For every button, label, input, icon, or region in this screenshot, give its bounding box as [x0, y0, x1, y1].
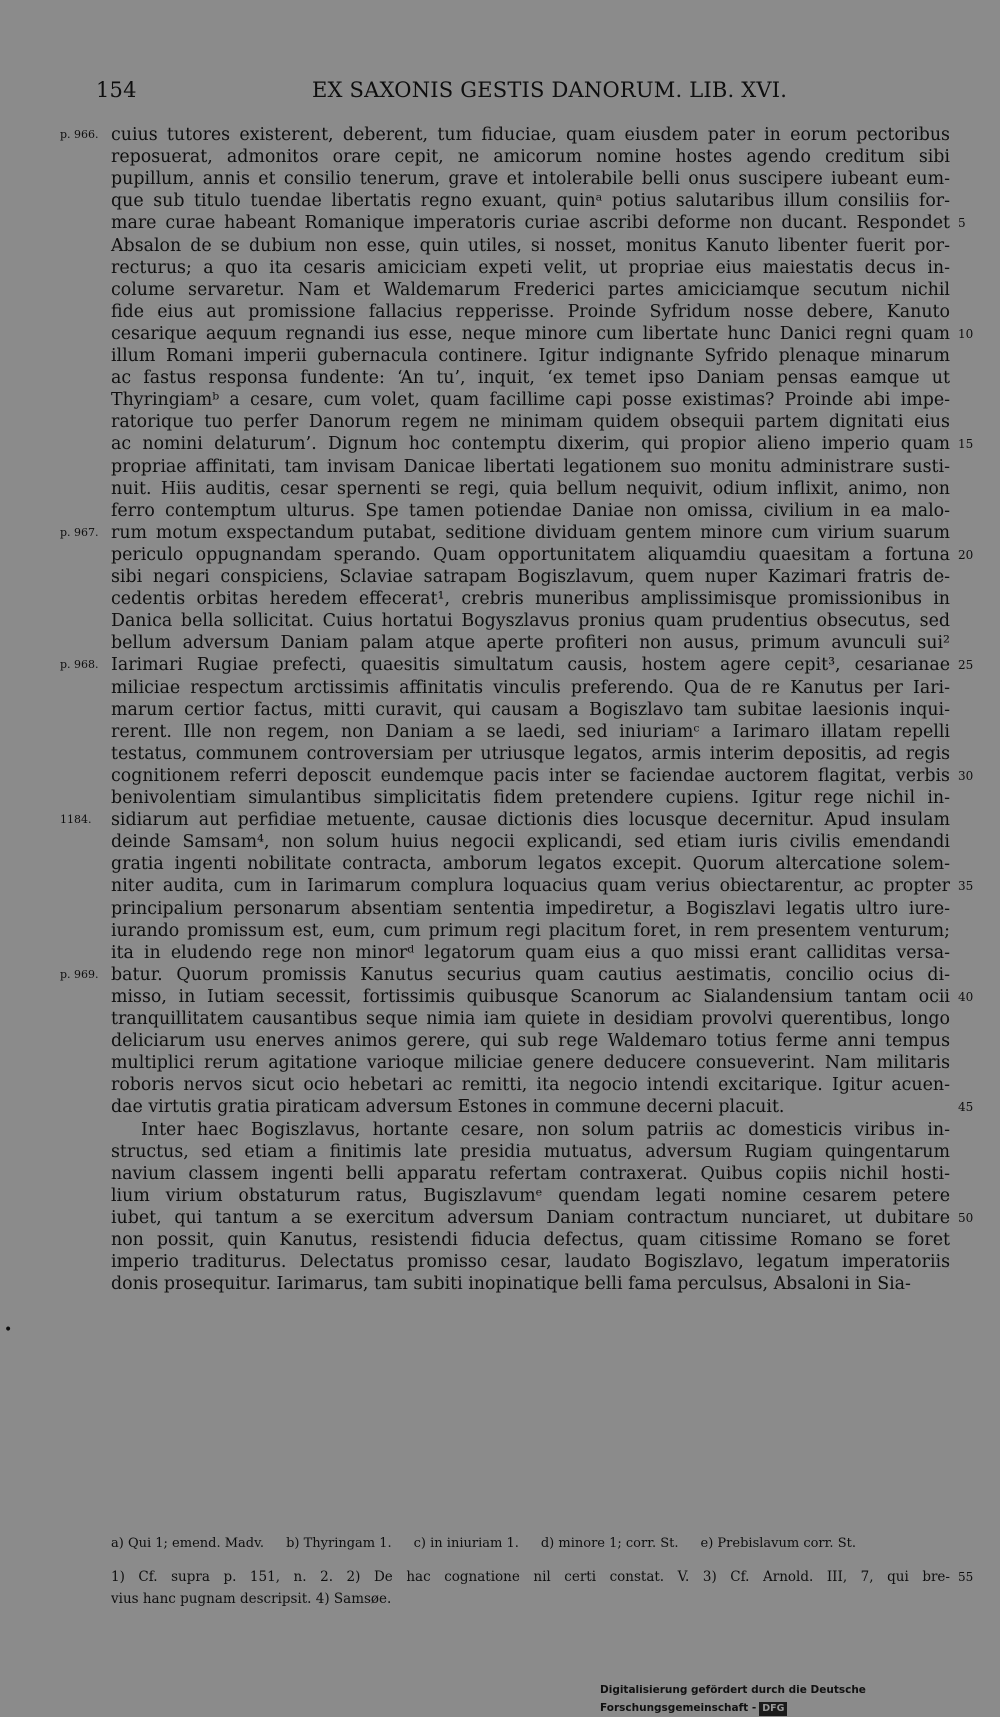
text-line [111, 875, 950, 897]
critical-apparatus [111, 1533, 950, 1555]
text-line-content: bellum adversum Daniam palam atque aperte profiteri non ausus, primum avunculi sui² [111, 633, 950, 654]
text-line-content: reposuerat, admonitos orare cepit, ne amicorum nomine hostes agendo creditum sibi [111, 147, 950, 168]
text-line-content: recturus; a quo ita cesaris amiciciam expeti velit, ut propriae eius maiestatis decus in- [111, 257, 950, 278]
text-line-content: illum Romani imperii gubernacula continere. Igitur indignante Syfrido plenaque minarum [111, 346, 950, 366]
text-line-content: miliciae respectum arctissimis affinitatis vinculis preferendo. Qua de re Kanutus per Iari- [111, 677, 950, 698]
dfg-logo: DFG [759, 1702, 787, 1716]
line-number: 25 [958, 658, 974, 673]
text-line-content: iurando promissum est, eum, cum primum regi placitum foret, in rem presentem venturum; [111, 920, 950, 941]
text-line-content: tranquillitatem causantibus seque nimia iam quiete in desidiam provolvi querentibus, longo [111, 1009, 950, 1029]
text-line-content: colume servaretur. Nam et Waldemarum Frederici partes amiciciamque secutum nichil [111, 279, 950, 300]
text-line-content: Danica bella sollicitat. Cuius hortatui Bogyszlavus pronius quam prudentius obsecutus, sed [111, 611, 950, 632]
text-line [111, 1163, 950, 1185]
text-line-content: ac nomini delaturum’. Dignum hoc contemptu dixerim, qui propior alieno imperio quam [111, 434, 950, 455]
text-line-content: donis prosequitur. Iarimarus, tam subiti inopinatique belli fama perculsus, Absaloni in Sia- [111, 1274, 911, 1295]
text-line [111, 765, 950, 787]
margin-page-reference: p. 966. [60, 128, 99, 141]
text-line [111, 1030, 950, 1052]
text-line-content: Absalon de se dubium non esse, quin utiles, si nosset, monitus Kanuto libenter fuerit por- [111, 235, 950, 256]
text-line-content: navium classem ingenti belli apparatu refertam contraxerat. Quibus copiis nichil hosti- [111, 1163, 950, 1184]
text-line [111, 1096, 950, 1118]
apparatus-entry: c) in iniuriam 1. [413, 1536, 519, 1551]
text-line-content: Thyringiamᵇ a cesare, cum volet, quam facillime capi posse existimas? Proinde abi impe- [111, 390, 950, 411]
text-line-content: dae virtutis gratia piraticam adversum Estones in commune decerni placuit. [111, 1097, 785, 1118]
text-line-content: ratorique tuo perfer Danorum regem ne minimam quidem obsequii partem dignitati eius [111, 412, 950, 433]
text-line [111, 235, 950, 257]
text-line [111, 721, 950, 743]
text-line [111, 809, 950, 831]
text-line-content: fide eius aut promissione fallacius repperisse. Proinde Syfridum nosse debere, Kanuto [111, 301, 950, 322]
text-line-content: propriae affinitati, tam invisam Danicae libertati legationem suo monitu administrare susti- [111, 456, 950, 477]
line-number: 15 [958, 437, 974, 452]
text-line [111, 964, 950, 986]
text-line [111, 610, 950, 632]
text-line [111, 323, 950, 345]
text-line [111, 942, 950, 964]
text-line-content: gratia ingenti nobilitate contracta, amborum legatos excepit. Quorum altercatione solem- [111, 854, 950, 875]
text-line-content: cognitionem referri deposcit eundemque pacis inter se faciendae auctorem flagitat, verbis [111, 765, 950, 786]
text-line-content: marum certior factus, mitti curavit, qui causam a Bogiszlavo tam subitae laesionis inqui- [111, 699, 950, 720]
text-line [111, 699, 950, 721]
margin-page-reference: p. 969. [60, 967, 99, 981]
text-line-content: deliciarum usu enerves animos gerere, qui sub rege Waldemaro totius ferme anni tempus [111, 1031, 950, 1052]
text-line [111, 478, 950, 500]
text-line-content: testatus, communem controversiam per utriusque legatos, armis interim depositis, ad regis [111, 743, 950, 764]
text-line [111, 522, 950, 544]
text-line [111, 279, 950, 301]
text-line [111, 632, 950, 654]
text-line-content: roboris nervos sicut ocio hebetari ac remitti, ita negocio intendi excitarique. Igitur acuen- [111, 1075, 950, 1096]
text-line-content: lium virium obstaturum ratus, Bugiszlavumᵉ quendam legati nomine cesarem petere [111, 1185, 950, 1206]
text-line [111, 190, 950, 212]
text-line [111, 168, 950, 190]
margin-page-reference: 1184. [60, 813, 92, 827]
running-header [0, 78, 1000, 112]
text-line [111, 1207, 950, 1229]
apparatus-entry: e) Prebislavum corr. St. [700, 1536, 856, 1551]
line-number: 45 [958, 1100, 974, 1115]
text-line [111, 212, 950, 234]
footnote-line-number: 55 [958, 1570, 974, 1584]
text-line-content: deinde Samsam⁴, non solum huius negocii explicandi, sed etiam iuris civilis emendandi [111, 832, 950, 853]
apparatus-entry: d) minore 1; corr. St. [540, 1536, 679, 1551]
text-line-content: benivolentiam simulantibus simplicitatis fidem pretendere cupiens. Igitur rege nichil in- [111, 788, 950, 808]
page-number: 154 [96, 78, 137, 102]
text-line [111, 986, 950, 1008]
margin-bullet: • [4, 1322, 13, 1338]
text-line [111, 301, 950, 323]
text-line [111, 146, 950, 168]
text-line [111, 389, 950, 411]
text-line [111, 853, 950, 875]
text-line [111, 1074, 950, 1096]
text-line [111, 544, 950, 566]
text-line-content: cuius tutores existerent, deberent, tum fiduciae, quam eiusdem pater in eorum pectoribus [111, 125, 950, 145]
text-line [111, 1008, 950, 1030]
running-title: EX SAXONIS GESTIS DANORUM. LIB. XVI. [312, 78, 788, 102]
line-number: 30 [958, 768, 974, 783]
footer-text: Digitalisierung gefördert durch die Deutsche Forschungsgemeinschaft - [600, 1684, 866, 1714]
footnote-line [111, 1566, 950, 1588]
text-line-content: principalium personarum absentiam sententia impediretur, a Bogiszlavi legatis ultro iure- [111, 898, 950, 919]
text-line [111, 677, 950, 699]
margin-page-reference: p. 967. [60, 525, 99, 539]
text-line [111, 1185, 950, 1207]
text-line-content: structus, sed etiam a finitimis late presidia mutuatus, adversum Rugiam quingentarum [111, 1141, 950, 1162]
text-line [111, 1229, 950, 1251]
line-number: 20 [958, 547, 974, 562]
text-line [111, 345, 950, 367]
text-line-content: rerent. Ille non regem, non Daniam a se laedi, sed iniuriamᶜ a Iarimaro illatam repelli [111, 721, 950, 742]
text-line-content: multiplici rerum agitatione varioque miliciae genere deducere consueverint. Nam militaris [111, 1053, 950, 1074]
text-line [111, 1141, 950, 1163]
text-line [111, 433, 950, 455]
margin-page-reference: p. 968. [60, 658, 99, 672]
line-number: 10 [958, 326, 974, 341]
text-line [111, 898, 950, 920]
line-number: 35 [958, 879, 974, 894]
line-number: 40 [958, 989, 974, 1004]
text-line [111, 257, 950, 279]
text-line-content: niter audita, cum in Iarimarum complura loquacius quam verius obiectarentur, ac propter [111, 876, 950, 897]
text-line [111, 1052, 950, 1074]
apparatus-entry: b) Thyringam 1. [286, 1536, 392, 1551]
text-line-content: rum motum exspectandum putabat, seditione dividuam gentem minore cum virium suarum [111, 522, 950, 543]
footnote-text: vius hanc pugnam descripsit. 4) Samsøe. [111, 1591, 392, 1607]
text-line-content: ac fastus responsa fundente: ‘An tu’, inquit, ‘ex temet ipso Daniam pensas eamque ut [111, 368, 950, 389]
text-line-content: ita in eludendo rege non minorᵈ legatorum quam eius a quo missi erant calliditas versa- [111, 942, 950, 963]
text-line-content: cedentis orbitas heredem effecerat¹, crebris muneribus amplissimisque promissionibus in [111, 589, 950, 610]
text-line [111, 743, 950, 765]
line-number: 5 [958, 216, 966, 231]
text-line [111, 411, 950, 433]
text-line [111, 920, 950, 942]
text-line [111, 566, 950, 588]
text-line-content: sidiarum aut perfidiae metuente, causae dictionis dies locusque decernitur. Apud insulam [111, 810, 950, 831]
text-line-content: imperio traditurus. Delectatus promisso cesar, laudato Bogiszlavo, legatum imperatoriis [111, 1252, 950, 1273]
text-line [111, 787, 950, 809]
text-line-content: sibi negari conspiciens, Sclaviae satrapam Bogiszlavum, quem nuper Kazimari fratris de- [111, 567, 950, 587]
text-line [111, 1251, 950, 1273]
apparatus-entry: a) Qui 1; emend. Madv. [111, 1536, 265, 1551]
text-line-content: Iarimari Rugiae prefecti, quaesitis simultatum causis, hostem agere cepit³, cesarianae [111, 655, 950, 676]
text-line [111, 500, 950, 522]
text-line [111, 456, 950, 478]
text-line-content: ferro contemptum ulturus. Spe tamen potiendae Daniae non omissa, civilium in ea malo- [111, 500, 950, 521]
line-number: 50 [958, 1210, 974, 1225]
text-line-content: pupillum, annis et consilio tenerum, grave et intolerabile belli onus suscipere iubeant eum- [111, 169, 950, 190]
text-line-content: Inter haec Bogiszlavus, hortante cesare, non solum patriis ac domesticis viribus in- [141, 1119, 950, 1140]
text-line [111, 654, 950, 676]
text-line [111, 831, 950, 853]
text-line [111, 588, 950, 610]
footnote-line [111, 1588, 950, 1610]
text-line-content: misso, in Iutiam secessit, fortissimis quibusque Scanorum ac Sialandensium tantam ocii [111, 986, 950, 1007]
digitization-footer [600, 1681, 1000, 1714]
text-line [111, 1119, 950, 1141]
text-line-content: batur. Quorum promissis Kanutus securius quam cautius aestimatis, concilio ocius di- [111, 964, 950, 985]
text-line-content: periculo oppugnandam sperando. Quam opportunitatem aliquamdiu quaesitam a fortuna [111, 544, 950, 565]
text-line-content: mare curae habeant Romanique imperatoris curiae ascribi deforme non ducant. Respondet [111, 213, 950, 234]
text-line [111, 367, 950, 389]
footnote-text: 1) Cf. supra p. 151, n. 2. 2) De hac cognatione nil certi constat. V. 3) Cf. Arnold. III, 7, qui bre- [111, 1569, 950, 1585]
text-line-content: iubet, qui tantum a se exercitum adversum Daniam contractum nunciaret, ut dubitare [111, 1207, 950, 1228]
text-line-content: nuit. Hiis auditis, cesar spernenti se regi, quia bellum nequivit, odium inflixit, animo, non [111, 478, 950, 499]
text-line-content: cesarique aequum regnandi ius esse, neque minore cum libertate hunc Danici regni quam [111, 323, 950, 344]
text-line-content: non possit, quin Kanutus, resistendi fiducia defectus, quam citissime Romano se foret [111, 1230, 950, 1250]
text-line-content: que sub titulo tuendae libertatis regno exuant, quinᵃ potius salutaribus illum consiliis for- [111, 191, 950, 212]
text-line [111, 124, 950, 146]
text-line [111, 1273, 950, 1295]
